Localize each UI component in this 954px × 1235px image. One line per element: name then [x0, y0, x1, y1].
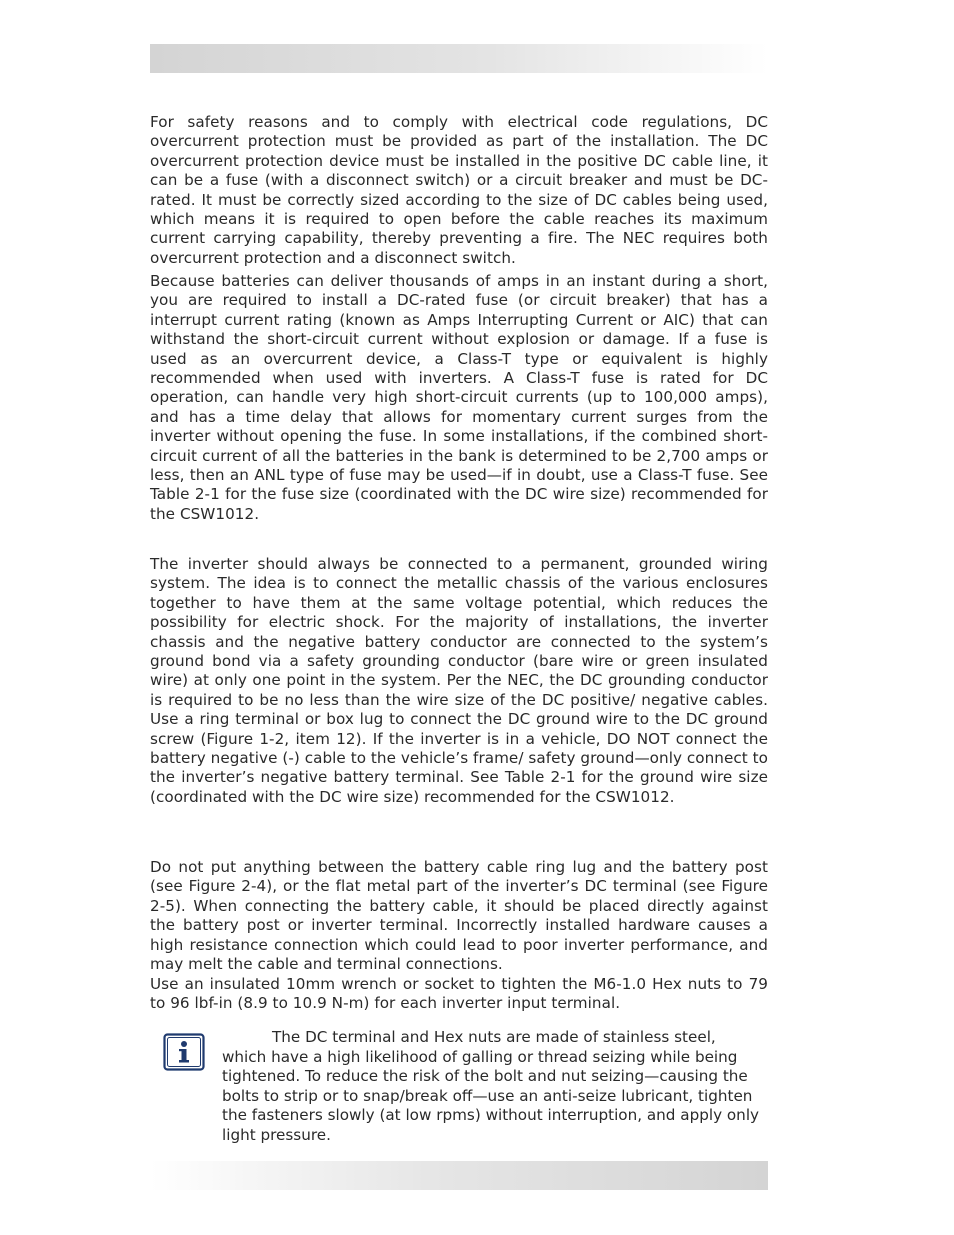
- info-icon: [163, 1033, 205, 1071]
- note-stainless-steel-galling: The DC terminal and Hex nuts are made of stainless steel, which have a high likelihood of galling or thread seizing while being tightened. To reduce the risk of the bolt and nut seizing—causing the bolts to strip or to snap/break off—use an anti-seize lubricant, tighten the fasteners slowly (at low rpms) without interruption, and apply only light pressure.: [222, 1028, 760, 1144]
- paragraph-torque-spec: Use an insulated 10mm wrench or socket to tighten the M6-1.0 Hex nuts to 79 to 96 lbf-in (8.9 to 10.9 N-m) for each inverter input terminal.: [150, 975, 768, 1013]
- paragraph-battery-cable-connection: Do not put anything between the battery cable ring lug and the battery post (see Figure 2-4), or the flat metal part of the inverter’s DC terminal (see Figure 2-5). When connecting the battery cable, it should be placed directly against the battery post or inverter terminal. Incorrectly installed hardware causes a high resistance connection which could lead to poor inverter performance, and may melt the cable and terminal connections.: [150, 858, 768, 974]
- footer-bar: [150, 1161, 768, 1190]
- header-bar: [150, 44, 768, 73]
- paragraph-fuse-rating: Because batteries can deliver thousands of amps in an instant during a short, you are required to install a DC-rated fuse (or circuit breaker) that has a interrupt current rating (known as Amps Interrupting Current or AIC) that can withstand the short-circuit current without explosion or damage. If a fuse is used as an overcurrent device, a Class-T type or equivalent is highly recommended when used with inverters. A Class-T fuse is rated for DC operation, can handle very high short-circuit currents (up to 100,000 amps), and has a time delay that allows for momentary current surges from the inverter without opening the fuse. In some installations, if the combined short-circuit current of all the batteries in the bank is determined to be 2,700 amps or less, then an ANL type of fuse may be used—if in doubt, use a Class-T fuse. See Table 2-1 for the fuse size (coordinated with the DC wire size) recommended for the CSW1012.: [150, 272, 768, 523]
- paragraph-dc-grounding: The inverter should always be connected to a permanent, grounded wiring system. The idea is to connect the metallic chassis of the various enclosures together to have them at the same voltage potential, which reduces the possibility for electric shock. For the majority of installations, the inverter chassis and the negative battery conductor are connected to the system’s ground bond via a safety grounding conductor (bare wire or green insulated wire) at only one point in the system. Per the NEC, the DC grounding conductor is required to be no less than the wire size of the DC positive/ negative cables. Use a ring terminal or box lug to connect the DC ground wire to the DC ground screw (Figure 1-2, item 12). If the inverter is in a vehicle, DO NOT connect the battery negative (-) cable to the vehicle’s frame/ safety ground—only connect to the inverter’s negative battery terminal. See Table 2-1 for the ground wire size (coordinated with the DC wire size) recommended for the CSW1012.: [150, 555, 768, 806]
- paragraph-dc-overcurrent-protection: For safety reasons and to comply with electrical code regulations, DC overcurrent protection must be provided as part of the installation. The DC overcurrent protection device must be installed in the positive DC cable line, it can be a fuse (with a disconnect switch) or a circuit breaker and must be DC-rated. It must be correctly sized according to the size of DC cables being used, which means it is required to open before the cable reaches its maximum current carrying capability, thereby preventing a fire. The NEC requires both overcurrent protection and a disconnect switch.: [150, 113, 768, 267]
